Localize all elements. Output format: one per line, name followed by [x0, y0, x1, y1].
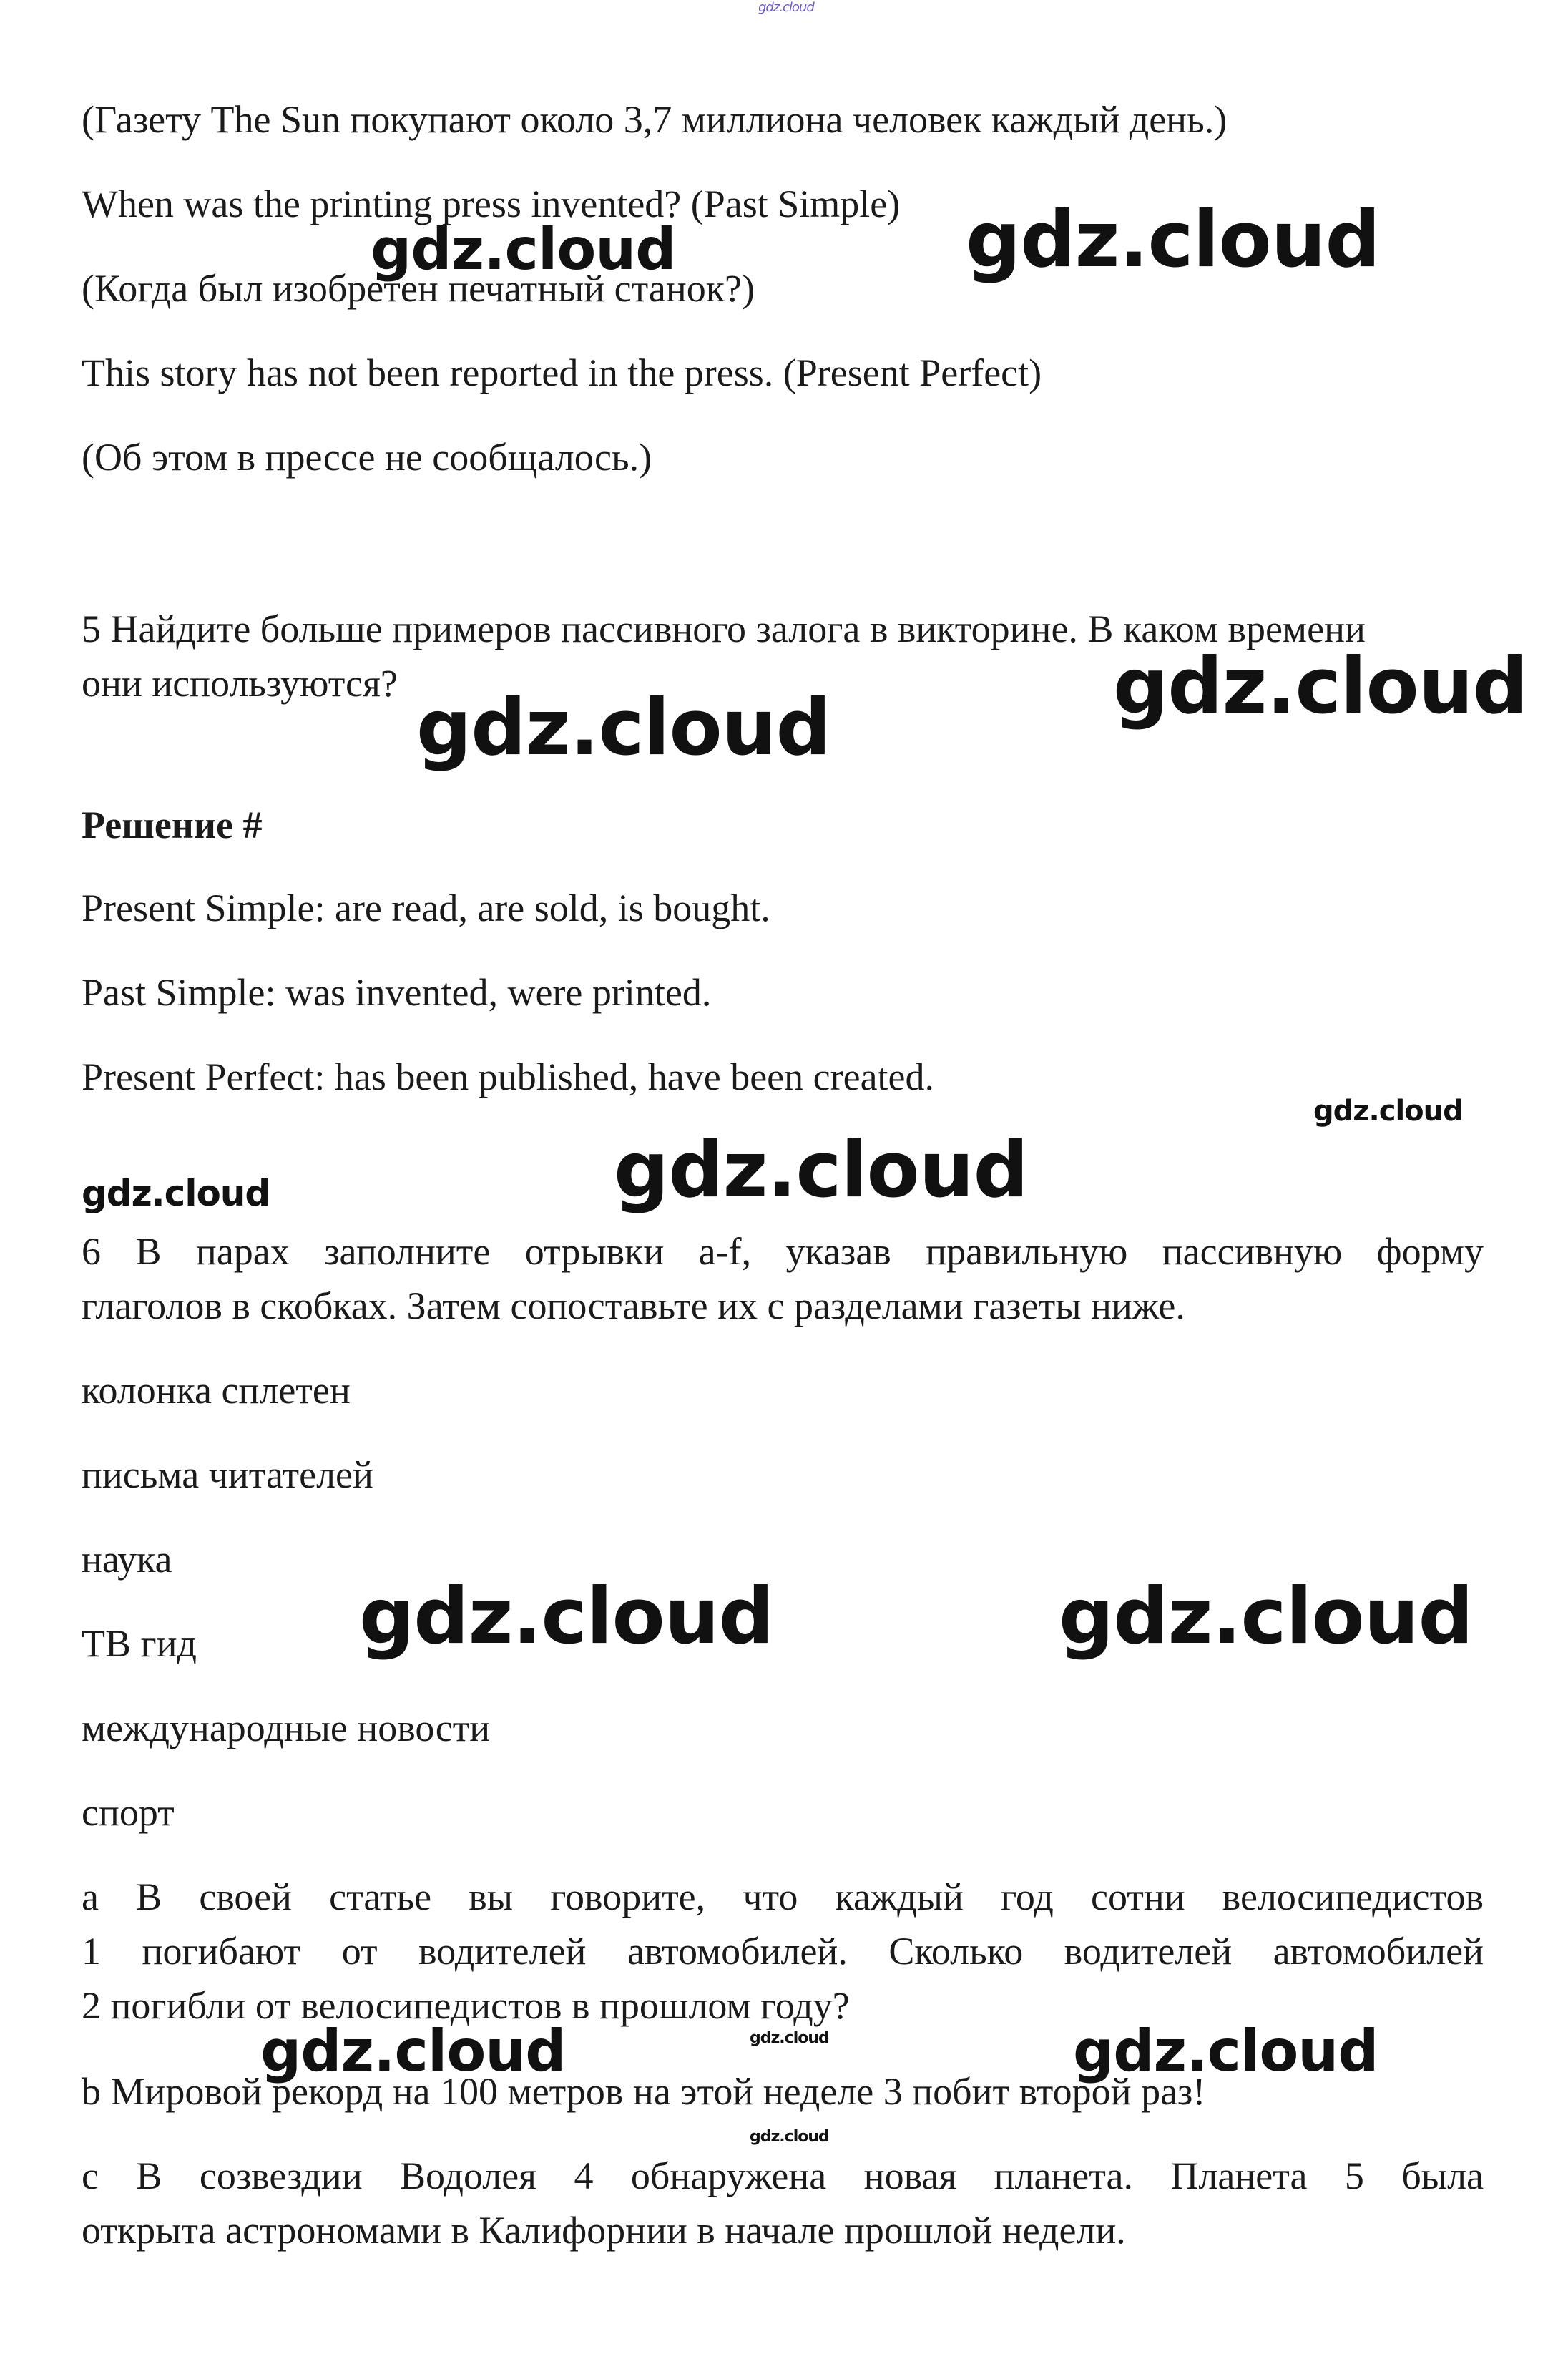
passage-c-line-1: c В созвездии Водолея 4 обнаружена новая планета. Планета 5 была	[82, 2154, 1484, 2197]
watermark-top: gdz.cloud	[758, 0, 814, 15]
watermark: gdz.cloud	[1059, 1572, 1473, 1661]
watermark: gdz.cloud	[82, 1173, 270, 1214]
exercise-6-prompt-line-1: 6 В парах заполните отрывки a-f, указав правильную пассивную форму	[82, 1230, 1484, 1273]
section-readers-letters: письма читателей	[82, 1453, 373, 1496]
text-line-4: This story has not been reported in the press. (Present Perfect)	[82, 351, 1042, 394]
watermark: gdz.cloud	[371, 216, 676, 283]
exercise-6-prompt-line-2: глаголов в скобках. Затем сопоставьте их с разделами газеты ниже.	[82, 1284, 1185, 1327]
exercise-5-prompt-line-1: 5 Найдите больше примеров пассивного залога в викторине. В каком времени	[82, 607, 1366, 650]
watermark: gdz.cloud	[750, 2029, 829, 2047]
section-science: наука	[82, 1538, 172, 1581]
solution-heading: Решение #	[82, 804, 263, 846]
watermark: gdz.cloud	[1073, 2018, 1378, 2084]
passage-a-line-2: 1 погибают от водителей автомобилей. Сколько водителей автомобилей	[82, 1930, 1484, 1973]
watermark: gdz.cloud	[1113, 642, 1527, 731]
passage-a-line-1: a В своей статье вы говорите, что каждый год сотни велосипедистов	[82, 1875, 1484, 1918]
watermark: gdz.cloud	[359, 1572, 773, 1661]
watermark: gdz.cloud	[614, 1125, 1028, 1215]
passage-b: b Мировой рекорд на 100 метров на этой неделе 3 побит второй раз!	[82, 2070, 1206, 2113]
passage-a-line-3: 2 погибли от велосипедистов в прошлом году?	[82, 1984, 850, 2027]
text-line-5: (Об этом в прессе не сообщалось.)	[82, 436, 652, 479]
section-international-news: международные новости	[82, 1706, 491, 1749]
section-gossip-column: колонка сплетен	[82, 1369, 351, 1412]
exercise-5-prompt-line-2: они используются?	[82, 662, 398, 705]
watermark: gdz.cloud	[1313, 1095, 1463, 1128]
answer-present-simple: Present Simple: are read, are sold, is bought.	[82, 887, 770, 929]
section-sport: спорт	[82, 1791, 175, 1834]
watermark: gdz.cloud	[966, 195, 1380, 285]
section-tv-guide: ТВ гид	[82, 1622, 197, 1665]
answer-past-simple: Past Simple: was invented, were printed.	[82, 971, 712, 1014]
text-line-1: (Газету The Sun покупают около 3,7 миллиона человек каждый день.)	[82, 98, 1228, 141]
answer-present-perfect: Present Perfect: has been published, have been created.	[82, 1055, 935, 1098]
passage-c-line-2: открыта астрономами в Калифорнии в начале прошлой недели.	[82, 2209, 1126, 2252]
text-line-3: (Когда был изобретен печатный станок?)	[82, 267, 755, 310]
watermark: gdz.cloud	[416, 683, 830, 773]
watermark: gdz.cloud	[260, 2018, 566, 2084]
watermark: gdz.cloud	[750, 2128, 829, 2146]
text-line-2: When was the printing press invented? (Past Simple)	[82, 182, 901, 225]
